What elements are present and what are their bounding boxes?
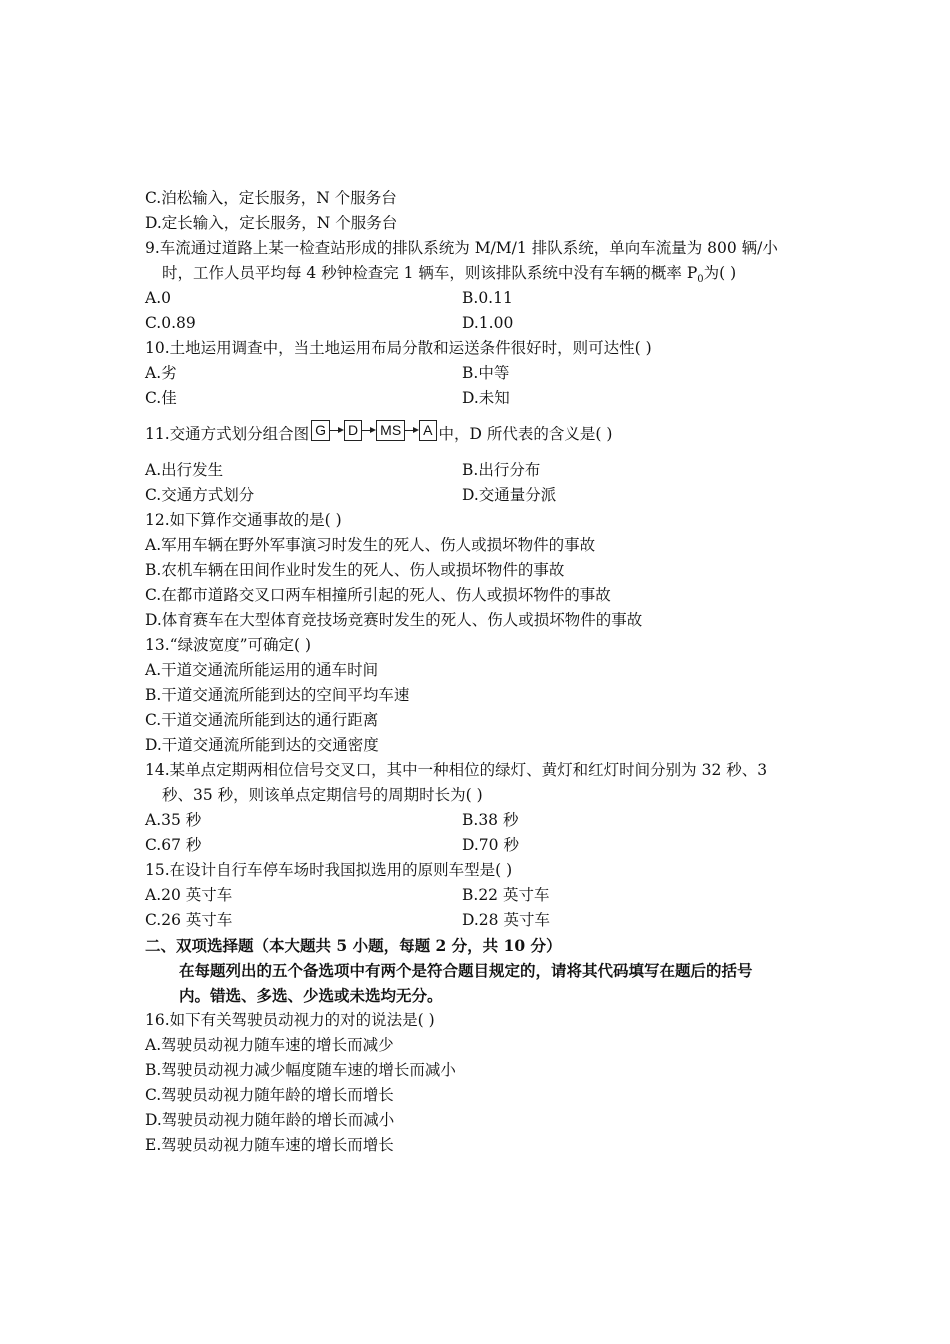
q15-stem: 15.在设计自行车停车场时我国拟选用的原则车型是( ) [145, 861, 513, 879]
q11-stem-pre: 11.交通方式划分组合图 [145, 425, 310, 443]
q8-option-d: D.定长输入，定长服务，N 个服务台 [145, 214, 398, 232]
q14-stem-line2: 秒、35 秒，则该单点定期信号的周期时长为( ) [162, 786, 483, 804]
arrow-right-icon [405, 421, 419, 440]
q10-option-c: C.佳 [145, 389, 177, 407]
q11-option-c: C.交通方式划分 [145, 486, 255, 504]
section2-instruction-line1: 在每题列出的五个备选项中有两个是符合题目规定的，请将其代码填写在题后的括号 [179, 961, 753, 980]
q16-option-c: C.驾驶员动视力随年龄的增长而增长 [145, 1086, 394, 1104]
q12-option-d: D.体育赛车在大型体育竞技场竞赛时发生的死人、伤人或损坏物件的事故 [145, 611, 643, 629]
q11-stem [145, 411, 815, 458]
section2-title: 二、双项选择题（本大题共 5 小题，每题 2 分，共 10 分） [145, 936, 562, 955]
q14-option-b: B.38 秒 [462, 811, 519, 829]
q13-option-c: C.干道交通流所能到达的通行距离 [145, 711, 379, 729]
q8-option-c: C.泊松输入，定长服务，N 个服务台 [145, 189, 397, 207]
mode-split-diagram [311, 420, 436, 441]
arrow-right-icon [362, 421, 376, 440]
section2-instruction-line2: 内。错选、多选、少选或未选均无分。 [179, 986, 443, 1005]
q15-option-d: D.28 英寸车 [462, 911, 550, 929]
q11-stem-post: 中，D 所代表的含义是( ) [438, 425, 613, 443]
q14-option-c: C.67 秒 [145, 836, 202, 854]
q10-stem: 10.土地运用调查中，当土地运用布局分散和运送条件很好时，则可达性( ) [145, 339, 652, 357]
q16-option-b: B.驾驶员动视力减少幅度随车速的增长而减小 [145, 1061, 456, 1079]
q12-stem: 12.如下算作交通事故的是( ) [145, 511, 342, 529]
q12-option-a: A.军用车辆在野外军事演习时发生的死人、伤人或损坏物件的事故 [145, 536, 596, 554]
q13-option-a: A.干道交通流所能运用的通车时间 [145, 661, 379, 679]
q11-option-a: A.出行发生 [145, 461, 224, 479]
q13-option-b: B.干道交通流所能到达的空间平均车速 [145, 686, 410, 704]
q9-stem-line1: 9.车流通过道路上某一检查站形成的排队系统为 M/M/1 排队系统，单向车流量为 800 辆/小 [145, 239, 778, 257]
q13-stem: 13.“绿波宽度”可确定( ) [145, 636, 312, 654]
q15-option-b: B.22 英寸车 [462, 886, 550, 904]
q16-option-d: D.驾驶员动视力随年龄的增长而减小 [145, 1111, 395, 1129]
q14-stem-line1: 14.某单点定期两相位信号交叉口，其中一种相位的绿灯、黄灯和红灯时间分别为 32 秒、3 [145, 761, 768, 779]
q9-option-d: D.1.00 [462, 314, 514, 332]
arrow-right-icon [330, 421, 344, 440]
q16-option-e: E.驾驶员动视力随车速的增长而增长 [145, 1136, 394, 1154]
q15-option-c: C.26 英寸车 [145, 911, 233, 929]
q9-option-a: A.0 [145, 289, 171, 307]
q11-option-b: B.出行分布 [462, 461, 541, 479]
q9-option-c: C.0.89 [145, 314, 196, 332]
diagram-box-g: G [311, 420, 330, 441]
diagram-box-a: A [419, 420, 436, 441]
q11-option-d: D.交通量分派 [462, 486, 557, 504]
q14-option-d: D.70 秒 [462, 836, 519, 854]
q10-option-a: A.劣 [145, 364, 177, 382]
q10-option-d: D.未知 [462, 389, 510, 407]
q12-option-b: B.农机车辆在田间作业时发生的死人、伤人或损坏物件的事故 [145, 561, 565, 579]
exam-page [145, 186, 815, 1158]
q9-option-b: B.0.11 [462, 289, 513, 307]
q16-option-a: A.驾驶员动视力随车速的增长而减少 [145, 1036, 394, 1054]
q9-stem-line2: 时，工作人员平均每 4 秒钟检查完 1 辆车，则该排队系统中没有车辆的概率 $P_0$为( ) [162, 264, 737, 286]
diagram-box-d: D [344, 420, 362, 441]
q13-option-d: D.干道交通流所能到达的交通密度 [145, 736, 379, 754]
q16-stem: 16.如下有关驾驶员动视力的对的说法是( ) [145, 1011, 435, 1029]
q14-option-a: A.35 秒 [145, 811, 202, 829]
q15-option-a: A.20 英寸车 [145, 886, 233, 904]
q10-option-b: B.中等 [462, 364, 510, 382]
q12-option-c: C.在都市道路交叉口两车相撞所引起的死人、伤人或损坏物件的事故 [145, 586, 611, 604]
diagram-box-ms: MS [376, 420, 405, 441]
